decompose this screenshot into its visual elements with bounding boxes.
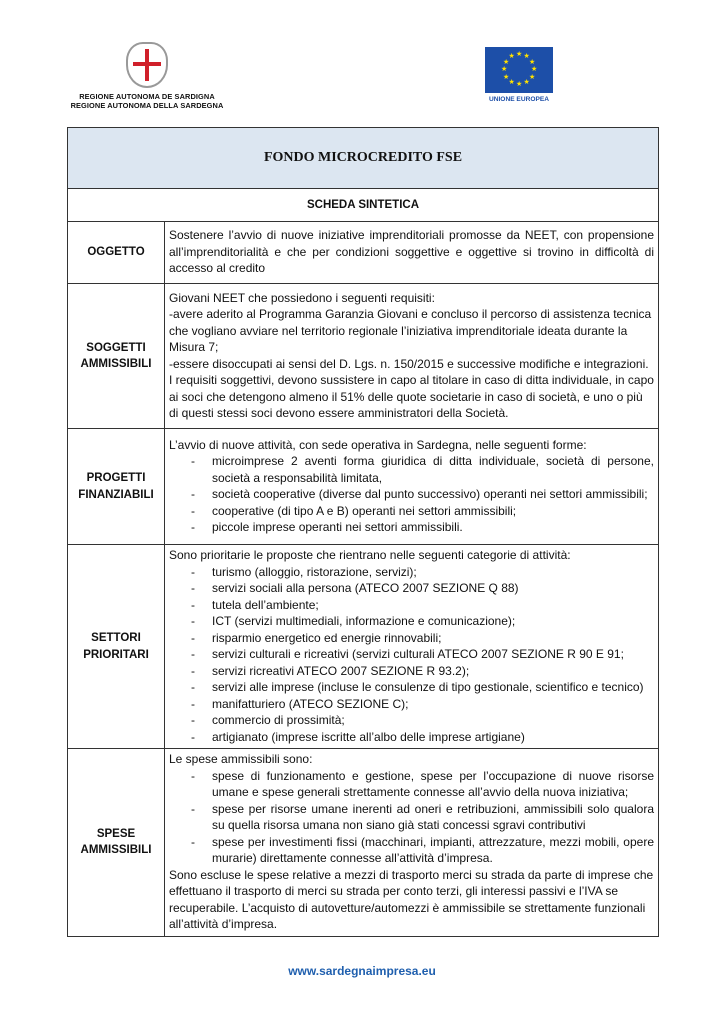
bullet-list (169, 564, 654, 746)
star-icon: ★ (528, 58, 536, 66)
row-content (165, 284, 659, 429)
list-item: - artigianato (imprese iscritte all’albo delle imprese artigiane) (169, 729, 654, 746)
eu-logo (484, 47, 554, 103)
row-label: SETTORI PRIORITARI (68, 545, 165, 749)
star-icon: ★ (508, 78, 515, 86)
paragraph: -essere disoccupati ai sensi del D. Lgs. n. 150/2015 e successive modifiche e integrazioni. (169, 356, 649, 371)
paragraph: I requisiti soggettivi, devono sussistere in capo al titolare in caso di ditta individuale, in capo ai soci che detengono almeno il 51% delle quote societarie in caso di società, e uno o più di questi stessi soci devono essere amministratori della Società. (169, 373, 654, 420)
star-icon: ★ (523, 78, 530, 86)
list-item: - commercio di prossimità; (169, 712, 654, 729)
star-icon: ★ (523, 53, 530, 60)
row-content: Sostenere l’avvio di nuove iniziative imprenditoriali promosse da NEET, con propensione all’imprenditorialità e che per condizioni soggettive e oggettive si trovino in difficoltà di accesso al credito (165, 222, 659, 284)
star-icon: ★ (516, 51, 523, 58)
row-content (165, 545, 659, 749)
star-icon: ★ (516, 81, 523, 88)
list-item: - tutela dell’ambiente; (169, 597, 654, 614)
row-label: SPESE AMMISSIBILI (68, 749, 165, 937)
star-icon: ★ (501, 66, 508, 73)
table-row (68, 284, 659, 429)
star-icon: ★ (503, 58, 510, 66)
list-item: - turismo (alloggio, ristorazione, servizi); (169, 564, 654, 581)
summary-table (67, 127, 659, 937)
list-item: - piccole imprese operanti nei settori ammissibili. (169, 519, 654, 536)
row-label: PROGETTI FINANZIABILI (68, 429, 165, 545)
list-item: - risparmio energetico ed energie rinnovabili; (169, 630, 654, 647)
paragraph: Sono escluse le spese relative a mezzi di trasporto merci su strada da parte di imprese che effettuano il trasporto di merci su strada per conto terzi, gli interessi passivi e l’IVA se recuperabile. L’acquisto di autovetture/automezzi è ammissibile se strettamente funzionali all’attività d’impresa. (169, 867, 654, 931)
website-link[interactable]: www.sardegnaimpresa.eu (288, 964, 436, 978)
list-item: - spese per investimenti fissi (macchinari, impianti, attrezzature, mezzi mobili, opere murarie) direttamente connesse all’attività d’impresa. (169, 834, 654, 867)
sardinia-crest-icon (126, 42, 168, 88)
list-item: - servizi ricreativi ATECO 2007 SEZIONE R 93.2); (169, 663, 654, 680)
list-item: - spese di funzionamento e gestione, spese per l’occupazione di nuove risorse umane e spese generali strettamente connesse all’avvio della nuova iniziativa; (169, 768, 654, 801)
paragraph: L’avvio di nuove attività, con sede operativa in Sardegna, nelle seguenti forme: (169, 437, 587, 452)
table-row (68, 545, 659, 749)
region-name-line: REGIONE AUTONOMA DE SARDIGNA (79, 92, 215, 101)
eu-flag-icon (485, 47, 553, 93)
table-row (68, 749, 659, 937)
paragraph: -avere aderito al Programma Garanzia Giovani e concluso il percorso di assistenza tecnica che vogliano avviare nel territorio regionale l’iniziativa imprenditoriale ideata durante la Misura 7; (169, 307, 652, 354)
paragraph: Sono prioritarie le proposte che rientrano nelle seguenti categorie di attività: (169, 548, 571, 562)
list-item: - manifatturiero (ATECO SEZIONE C); (169, 696, 654, 713)
star-icon: ★ (528, 73, 536, 81)
list-item: - servizi culturali e ricreativi (servizi culturali ATECO 2007 SEZIONE R 90 E 91; (169, 646, 654, 663)
bullet-list (169, 453, 654, 536)
table-row (68, 429, 659, 545)
document-title: FONDO MICROCREDITO FSE (68, 128, 659, 189)
list-item: - servizi alle imprese (incluse le consulenze di tipo gestionale, scientifico e tecnico) (169, 679, 654, 696)
list-item: - microimprese 2 aventi forma giuridica di ditta individuale, società di persone, società a responsabilità limitata, (169, 453, 654, 486)
star-icon: ★ (503, 73, 510, 81)
regione-sardegna-logo (62, 42, 232, 110)
list-item: - cooperative (di tipo A e B) operanti nei settori ammissibili; (169, 503, 654, 520)
list-item: - ICT (servizi multimediali, informazione e comunicazione); (169, 613, 654, 630)
document-subtitle: SCHEDA SINTETICA (68, 189, 659, 222)
star-icon: ★ (508, 53, 515, 60)
row-content (165, 749, 659, 937)
bullet-list (169, 768, 654, 867)
list-item: - società cooperative (diverse dal punto successivo) operanti nei settori ammissibili; (169, 486, 654, 503)
paragraph: Giovani NEET che possiedono i seguenti requisiti: (169, 290, 435, 305)
row-label: OGGETTO (68, 222, 165, 284)
list-item: - servizi sociali alla persona (ATECO 2007 SEZIONE Q 88) (169, 580, 654, 597)
paragraph: Le spese ammissibili sono: (169, 752, 313, 766)
list-item: - spese per risorse umane inerenti ad oneri e retribuzioni, ammissibili solo qualora su quella risorsa umana non siano già stati concessi sgravi contributivi (169, 801, 654, 834)
region-name-line: REGIONE AUTONOMA DELLA SARDEGNA (70, 101, 224, 110)
star-icon: ★ (531, 66, 538, 73)
row-label: SOGGETTI AMMISSIBILI (68, 284, 165, 429)
row-content (165, 429, 659, 545)
table-row (68, 222, 659, 284)
eu-label: UNIONE EUROPEA (488, 96, 550, 103)
